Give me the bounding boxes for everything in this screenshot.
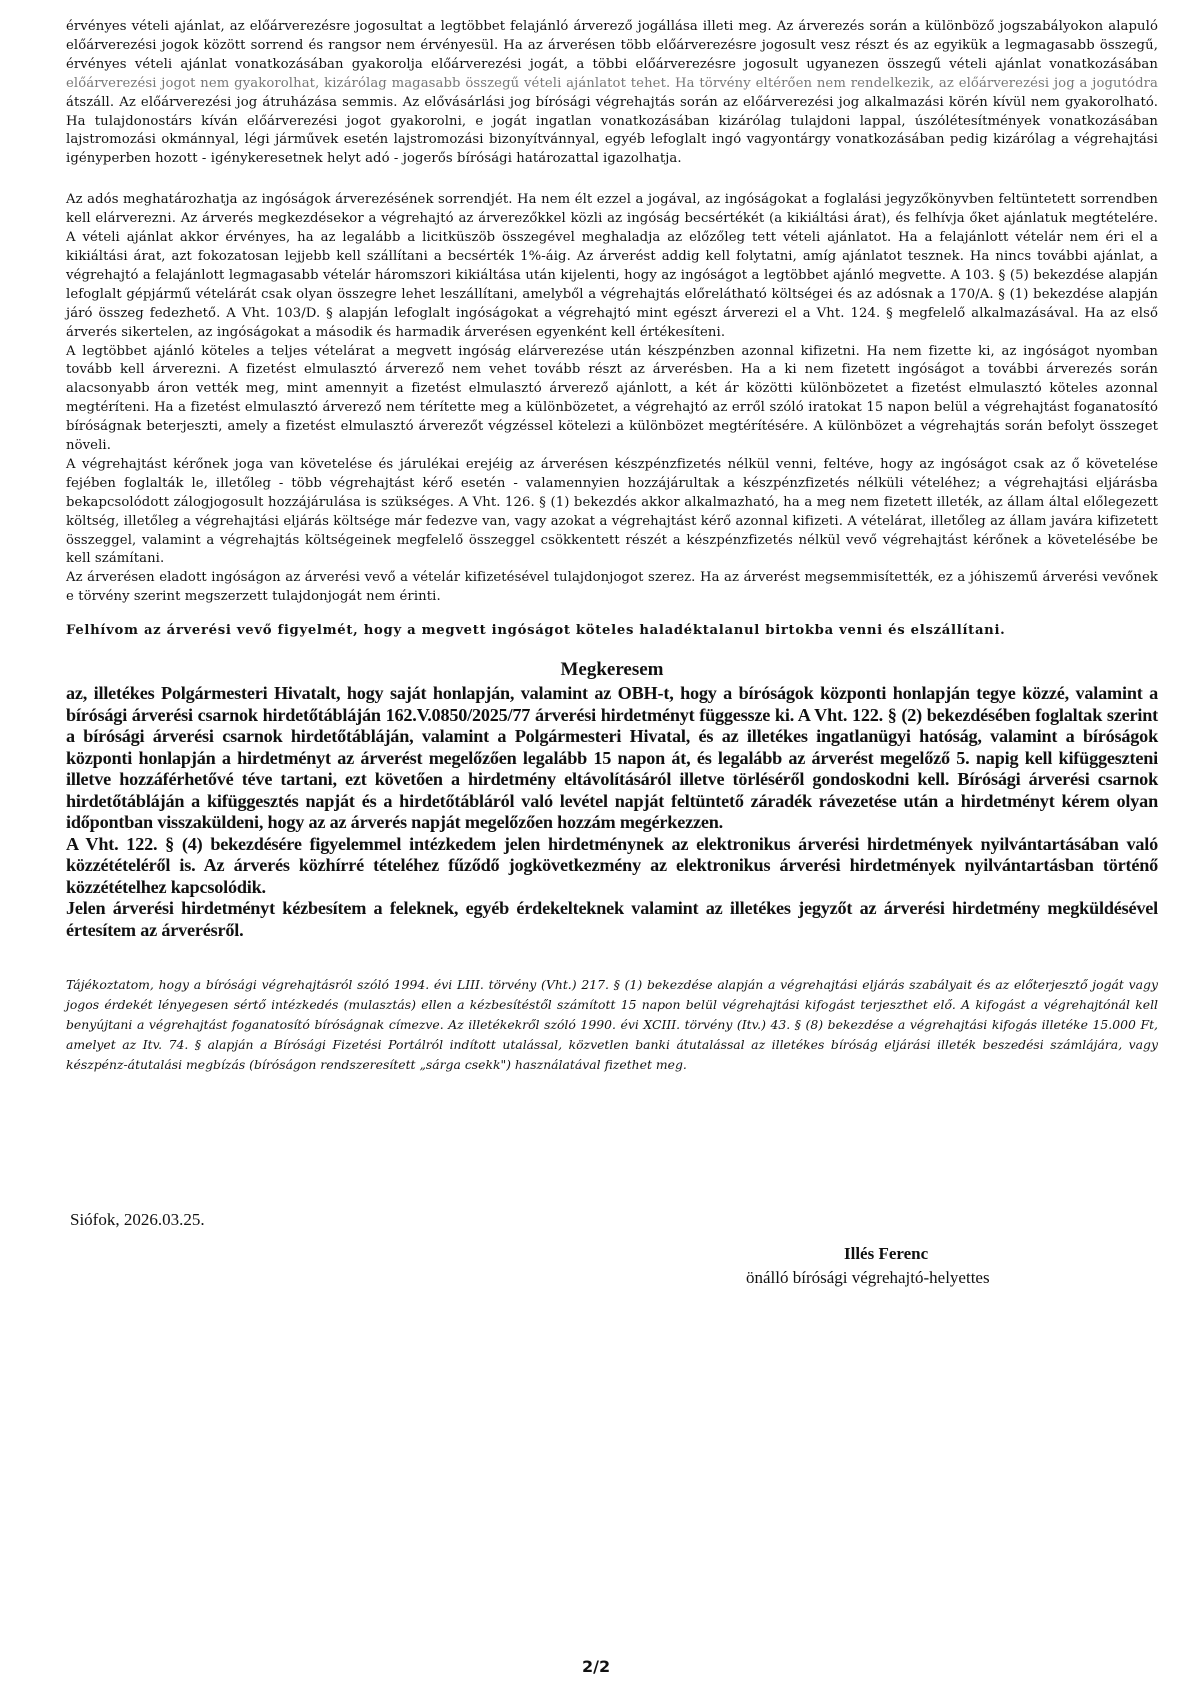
top-paragraph [66, 18, 1158, 169]
request-paragraph-2: A Vht. 122. § (4) bekezdésére figyelemmel intézkedem jelen hirdetménynek az elektronikus árverési hirdetmények nyilvántartásában való közzétételéről is. Az árverés közhírré tételéhez fűződő jogkövetkezmény az elektronikus árverési hirdetmények nyilvántartásban történő közzétételhez kapcsolódik. [66, 833, 1158, 897]
paragraph-payment: A legtöbbet ajánló köteles a teljes vételárat a megvett ingóság elárverezése után készpénzben azonnal kifizetni. Ha nem fizette ki, az ingóságot nyomban tovább kell árverezni. A fizetést elmulasztó árverező nem vehet tovább részt az árverésben. Ha a ki nem fizetett ingóságot a további árverezés során alacsonyabb áron vették meg, mint amennyit a fizetést elmulasztó árverező ajánlott, a két ár közötti különbözetet a fizetést elmulasztó köteles azonnal megtéríteni. Ha a fizetést elmulasztó árverező nem térítette meg a különbözetet, a végrehajtó az erről szóló iratokat 15 napon belül a végrehajtást foganatosító bíróságnak beterjeszti, amely a fizetést elmulasztó árverezőt végzéssel kötelezi a különbözet megtérítésére. A különbözet a végrehajtás során befolyt összeget növeli. [66, 343, 1158, 454]
request-heading: Megkeresem [560, 659, 664, 681]
paragraph-ownership: Az árverésen eladott ingóságon az árverési vevő a vételár kifizetésével tulajdonjogot szerez. Ha az árverést megsemmisítették, ez a jóhiszemű árverési vevőnek e törvény szerint megszerzett tulajdonjogát nem érinti. [66, 570, 1158, 605]
legal-remedy-info: Tájékoztatom, hogy a bírósági végrehajtásról szóló 1994. évi LIII. törvény (Vht.) 217. § (1) bekezdése alapján a végrehajtási eljárás szabályait és az előterjesztő jogát vagy jogos érdekét lényegesen sértő intézkedés (mulasztás) ellen a kézbesítéstől számított 15 napon belül végrehajtási kifogást terjeszthet elő. A kifogást a végrehajtónál kell benyújtani a végrehajtást foganatosító bíróságnak címezve. Az illetékekről szóló 1990. évi XCIII. törvény (Itv.) 43. § (8) bekezdése a végrehajtási kifogás illetéke 15.000 Ft, amelyet az Itv. 74. § alapján a Bírósági Fizetési Portálról indított utalással, közvetlen banki átutalással az illetékes bíróság eljárási illeték beszedési számlájára, vagy készpénz-átutalási megbízás (bíróságon rendszeresített „sárga csekk") használatával fizethet meg. [66, 977, 1158, 1073]
place-date: Siófok, 2026.03.25. [70, 1210, 205, 1229]
buyer-notice: Felhívom az árverési vevő figyelmét, hogy a megvett ingóságot köteles haladéktalanul birtokba venni és elszállítani. [66, 623, 1006, 639]
signatory-title: önálló bírósági végrehajtó-helyettes [746, 1268, 990, 1287]
top-paragraph-start: érvényes vételi ajánlat, az előárverezésre jogosultat a legtöbbet felajánló árverező jogállása illeti meg. Az árverezés során a különböző jogszabályokon alapuló előárverezési jogok között sorrend és rangsor nem érvényesül. Ha az árverésen több előárverezésre jogosult vesz részt és az egyikük a legmagasabb összegű, érvényes vételi ajánlat vonatkozásában gyakorolja előárverezési jogát, a többi előárverezésre jogosult ugyanezen összegű vételi ajánlat vonatkozásában [66, 19, 1158, 72]
paragraph-creditor-purchase: A végrehajtást kérőnek joga van követelése és járulékai erejéig az árverésen készpénzfizetés nélkül venni, feltéve, hogy az ingóságot csak az ő követelése fejében foglalták le, illetőleg - több végrehajtást kérő esetén - valamennyien hozzájárultak a készpénzfizetés nélküli vételéhez; a végrehajtási eljárásba bekapcsolódott zálogjogosult hozzájárulása is szükséges. A Vht. 126. § (1) bekezdés akkor alkalmazható, ha a meg nem fizetett illeték, az állam által előlegezett költség, illetőleg a végrehajtási eljárás költsége már fedezve van, vagy azokat a végrehajtást kérő azonnal kifizeti. A vételárat, illetőleg az állam javára kifizetett összeggel, valamint a végrehajtás költségeinek megfelelő összeggel csökkentett részét a készpénzfizetés nélkül vevő végrehajtást kérőnek a követelésébe be kell számítani. [66, 456, 1158, 567]
request-paragraph-1: az, illetékes Polgármesteri Hivatalt, hogy saját honlapján, valamint az OBH-t, hogy a bíróságok központi honlapján tegye közzé, valamint a bírósági árverési csarnok hirdetőtábláján 162.V.0850/2025/77 árverési hirdetményt függessze ki. A Vht. 122. § (2) bekezdésében foglaltak szerint a bírósági árverési csarnok hirdetőtábláján, valamint a Polgármesteri Hivatal, és az illetékes ingatlanügyi hatóság, valamint a bíróságok központi honlapján a hirdetményt az árverést megelőzően legalább 15 napon át, és legalább az árverést megelőző 5. napig kell kifüggeszteni illetve hozzáférhetővé téve tartani, ezt követően a hirdetmény eltávolításáról illetve törléséről gondoskodni kell. Bírósági árverési csarnok hirdetőtábláján a kifüggesztés napját és a hirdetőtábláról való levétel napját feltüntető záradék rávezetése után a hirdetményt kérem olyan időpontban visszaküldeni, hogy az az árverés napját megelőzően hozzám megérkezzen. [66, 683, 1158, 833]
top-paragraph-rest: átszáll. Az előárverezési jog átruházása semmis. Az elővásárlási jog bírósági végrehajtás során az előárverezési jog alkalmazási körén kívül nem gyakorolható. Ha tulajdonostárs kíván előárverezési jogot gyakorolni, e jogát ingatlan vonatkozásában kizárólag tulajdoni lappal, úszólétesítmények vonatkozásában lajstromozási okmánnyal, légi járművek esetén lajstromozási bizonyítvánnyal, egyéb lefoglalt ingó vagyontárgy vonatkozásában pedig kizárólag a végrehajtási igényperben hozott - igénykeresetnek helyt adó - jogerős bírósági határozattal igazolhatja. [66, 94, 1158, 167]
top-paragraph-faint: előárverezési jogot nem gyakorolhat, kizárólag magasabb összegű vételi ajánlatot tehet. Ha törvény eltérően nem rendelkezik, az előárverezési jog a jogutódra [66, 75, 1158, 91]
request-paragraph-3: Jelen árverési hirdetményt kézbesítem a feleknek, egyéb érdekelteknek valamint az illetékes jegyzőt az árverési hirdetmény megküldésével értesítem az árverésről. [66, 898, 1158, 940]
page-number: 2/2 [582, 1657, 611, 1676]
document-body [66, 18, 1158, 1075]
signatory-name: Illés Ferenc [844, 1244, 929, 1263]
paragraph-auction-order: Az adós meghatározhatja az ingóságok árverezésének sorrendjét. Ha nem élt ezzel a jogával, az ingóságokat a foglalási jegyzőkönyvben feltüntetett sorrendben kell elárverezni. Az árverés megkezdésekor a végrehajtó az árverezőkkel közli az ingóság becsértékét (a kikiáltási árat), és felhívja őket ajánlatuk megtételére. A vételi ajánlat akkor érvényes, ha az legalább a licitküszöb összegével meghaladja az előzőleg tett vételi ajánlatot. Ha a felajánlott vételár nem éri el a kikiáltási árat, azt fokozatosan lejjebb kell szállítani a becsérték 1%-áig. Az árverést addig kell folytatni, amíg ajánlatot tesznek. Ha nincs további ajánlat, a végrehajtó a felajánlott legmagasabb vételár háromszori kikiáltása után kijelenti, hogy az ingóságot a legtöbbet ajánló megvette. A 103. § (5) bekezdése alapján lefoglalt gépjármű vételárát csak olyan összegre lehet leszállítani, amelyből a végrehajtás előrelátható költségei és az adósnak a 170/A. § (1) bekezdése alapján járó összeg fedezhető. A Vht. 103/D. § alapján lefoglalt ingóságokat a végrehajtó mint egészt árverezi el a Vht. 124. § megfelelő alkalmazásával. Ha az első árverés sikertelen, az ingóságokat a második és harmadik árverésen egyenként kell értékesíteni. [66, 192, 1158, 340]
